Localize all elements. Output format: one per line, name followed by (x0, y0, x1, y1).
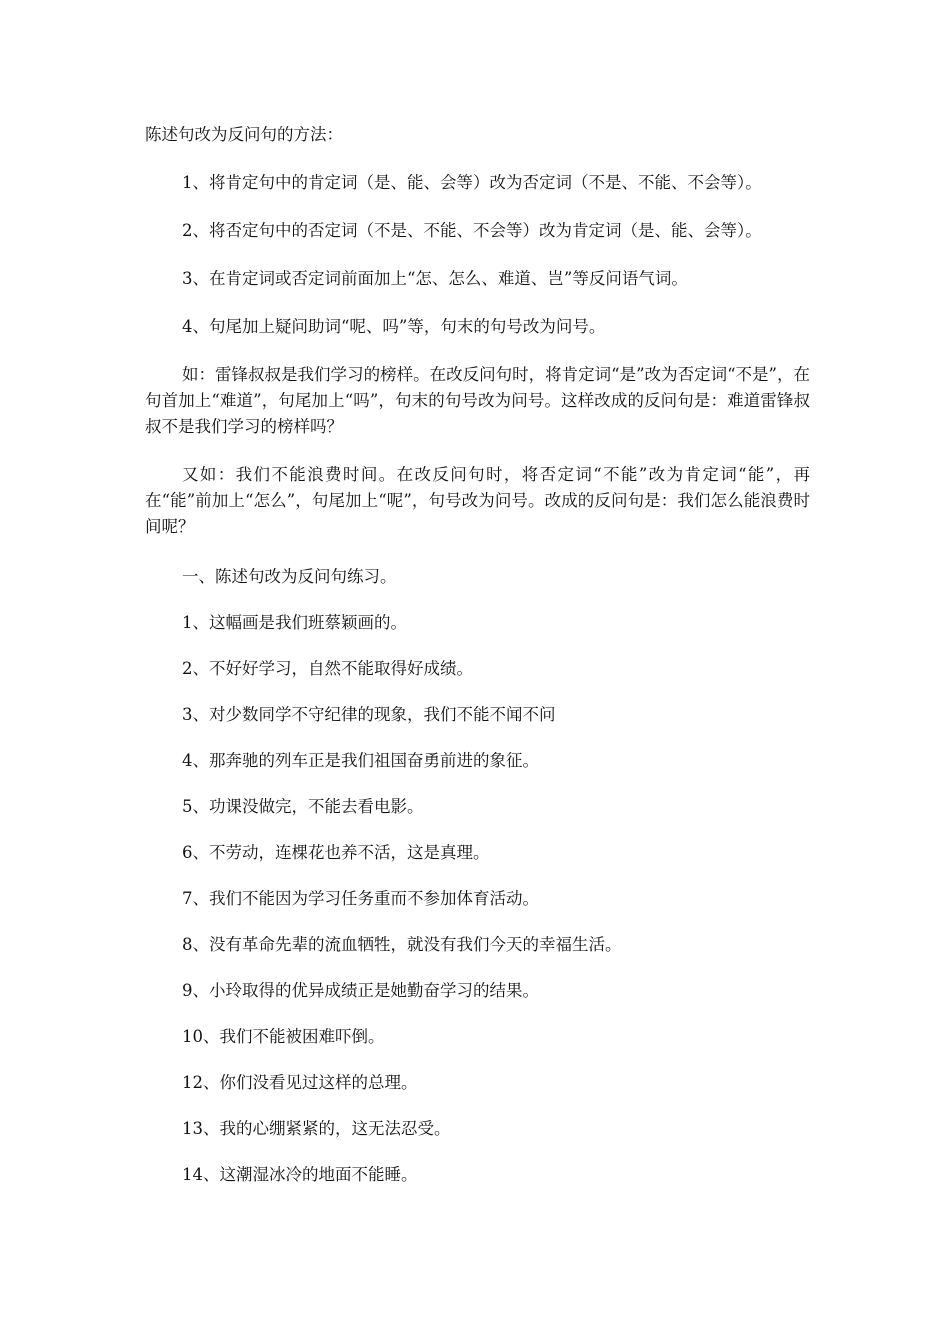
rule-item: 4、句尾加上疑问助词“呢、吗”等，句末的句号改为问号。 (182, 317, 606, 336)
rule-item: 1、将肯定句中的肯定词（是、能、会等）改为否定词（不是、不能、不会等）。 (182, 173, 762, 192)
exercise-item: 10、我们不能被困难吓倒。 (182, 1027, 385, 1046)
document-heading: 陈述句改为反问句的方法： (145, 125, 343, 144)
exercise-item: 8、没有革命先辈的流血牺牲，就没有我们今天的幸福生活。 (182, 935, 622, 954)
exercise-section-title: 一、陈述句改为反问句练习。 (182, 567, 397, 586)
exercise-item: 3、对少数同学不守纪律的现象，我们不能不闻不问 (182, 705, 556, 724)
exercise-item: 7、我们不能因为学习任务重而不参加体育活动。 (182, 889, 539, 908)
rule-item: 2、将否定句中的否定词（不是、不能、不会等）改为肯定词（是、能、会等）。 (182, 221, 762, 240)
rules-list (145, 170, 810, 340)
exercise-item: 4、那奔驰的列车正是我们祖国奋勇前进的象征。 (182, 751, 539, 770)
exercise-item: 14、这潮湿冰冷的地面不能睡。 (182, 1165, 418, 1184)
exercise-item: 13、我的心绷紧紧的，这无法忍受。 (182, 1119, 451, 1138)
exercise-item: 5、功课没做完，不能去看电影。 (182, 797, 424, 816)
exercise-item: 1、这幅画是我们班蔡颖画的。 (182, 613, 407, 632)
exercise-list (145, 564, 810, 1188)
rule-item: 3、在肯定词或否定词前面加上“怎、怎么、难道、岂”等反问语气词。 (182, 269, 688, 288)
exercise-item: 2、不好好学习，自然不能取得好成绩。 (182, 659, 473, 678)
example-paragraph-2: 又如：我们不能浪费时间。在改反问句时，将否定词“不能”改为肯定词“能”，再在“能”前加上“怎么”，句尾加上“呢”，句号改为问号。改成的反问句是：我们怎么能浪费时间呢？ (145, 465, 810, 536)
exercise-item: 9、小玲取得的优异成绩正是她勤奋学习的结果。 (182, 981, 539, 1000)
example-paragraph-1: 如：雷锋叔叔是我们学习的榜样。在改反问句时，将肯定词“是”改为否定词“不是”，在句首加上“难道”，句尾加上“吗”，句末的句号改为问号。这样改成的反问句是：难道雷锋叔叔不是我们学习的榜样吗？ (145, 365, 810, 436)
exercise-item: 12、你们没看见过这样的总理。 (182, 1073, 418, 1092)
exercise-item: 6、不劳动，连棵花也养不活，这是真理。 (182, 843, 490, 862)
document-page (145, 122, 810, 1188)
